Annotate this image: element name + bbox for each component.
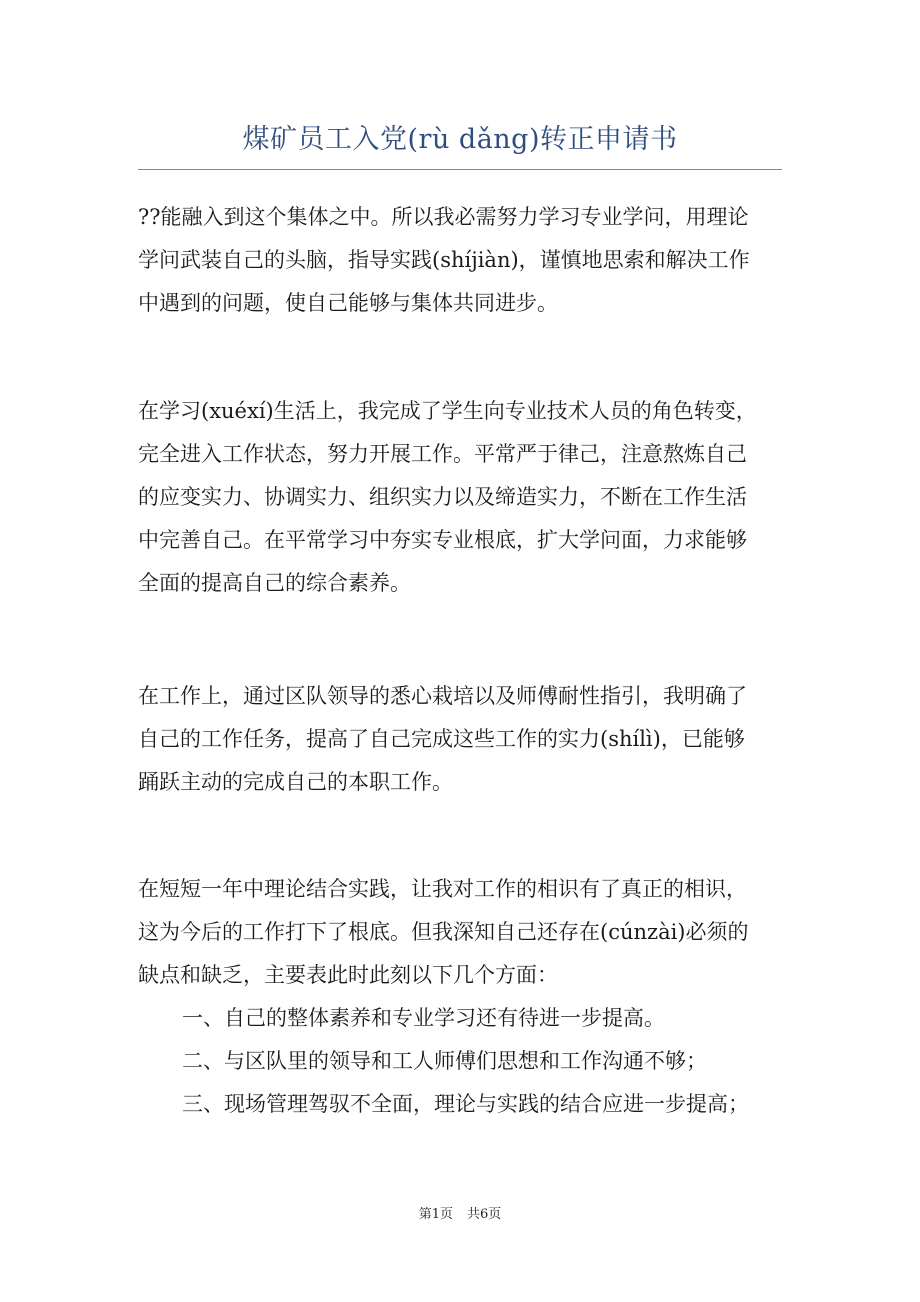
paragraph-line: ??能融入到这个集体之中。所以我必需努力学习专业学问，用理论 xyxy=(138,205,749,229)
list-item: 二、与区队里的领导和工人师傅们思想和工作沟通不够； xyxy=(182,1049,707,1073)
paragraph-line: 中遇到的问题，使自己能够与集体共同进步。 xyxy=(138,291,558,315)
title-divider xyxy=(138,169,782,170)
list-item: 一、自己的整体素养和专业学习还有待进一步提高。 xyxy=(182,1006,665,1030)
list-item: 三、现场管理驾驭不全面，理论与实践的结合应进一步提高； xyxy=(182,1092,749,1116)
paragraph-4 xyxy=(138,868,782,1126)
page-total: 共6页 xyxy=(467,1207,502,1222)
paragraph-line: 自己的工作任务，提高了自己完成这些工作的实力(shílì)，已能够 xyxy=(138,727,745,751)
paragraph-line: 完全进入工作状态，努力开展工作。平常严于律己，注意熬炼自己 xyxy=(138,442,747,466)
paragraph-line: 缺点和缺乏，主要表此时此刻以下几个方面： xyxy=(138,963,558,987)
page-footer xyxy=(0,1205,920,1225)
document-title: 煤矿员工入党(rù dǎng)转正申请书 xyxy=(242,124,678,155)
paragraph-line: 中完善自己。在平常学习中夯实专业根底，扩大学问面，力求能够 xyxy=(138,528,747,552)
paragraph-line: 在学习(xuéxí)生活上，我完成了学生向专业技术人员的角色转变， xyxy=(138,399,757,423)
page-number: 第1页 xyxy=(418,1207,453,1222)
paragraph-line: 在短短一年中理论结合实践，让我对工作的相识有了真正的相识， xyxy=(138,877,747,901)
paragraph-line: 在工作上，通过区队领导的悉心栽培以及师傅耐性指引，我明确了 xyxy=(138,684,747,708)
paragraph-line: 踊跃主动的完成自己的本职工作。 xyxy=(138,770,453,794)
paragraph-line: 这为今后的工作打下了根底。但我深知自己还存在(cúnzài)必须的 xyxy=(138,920,749,944)
paragraph-line: 的应变实力、协调实力、组织实力以及缔造实力，不断在工作生活 xyxy=(138,485,747,509)
paragraph-3 xyxy=(138,675,782,804)
paragraph-line: 全面的提高自己的综合素养。 xyxy=(138,571,411,595)
paragraph-2 xyxy=(138,390,782,605)
paragraph-1 xyxy=(138,196,782,325)
paragraph-line: 学问武装自己的头脑，指导实践(shíjiàn)，谨慎地思索和解决工作 xyxy=(138,248,750,272)
